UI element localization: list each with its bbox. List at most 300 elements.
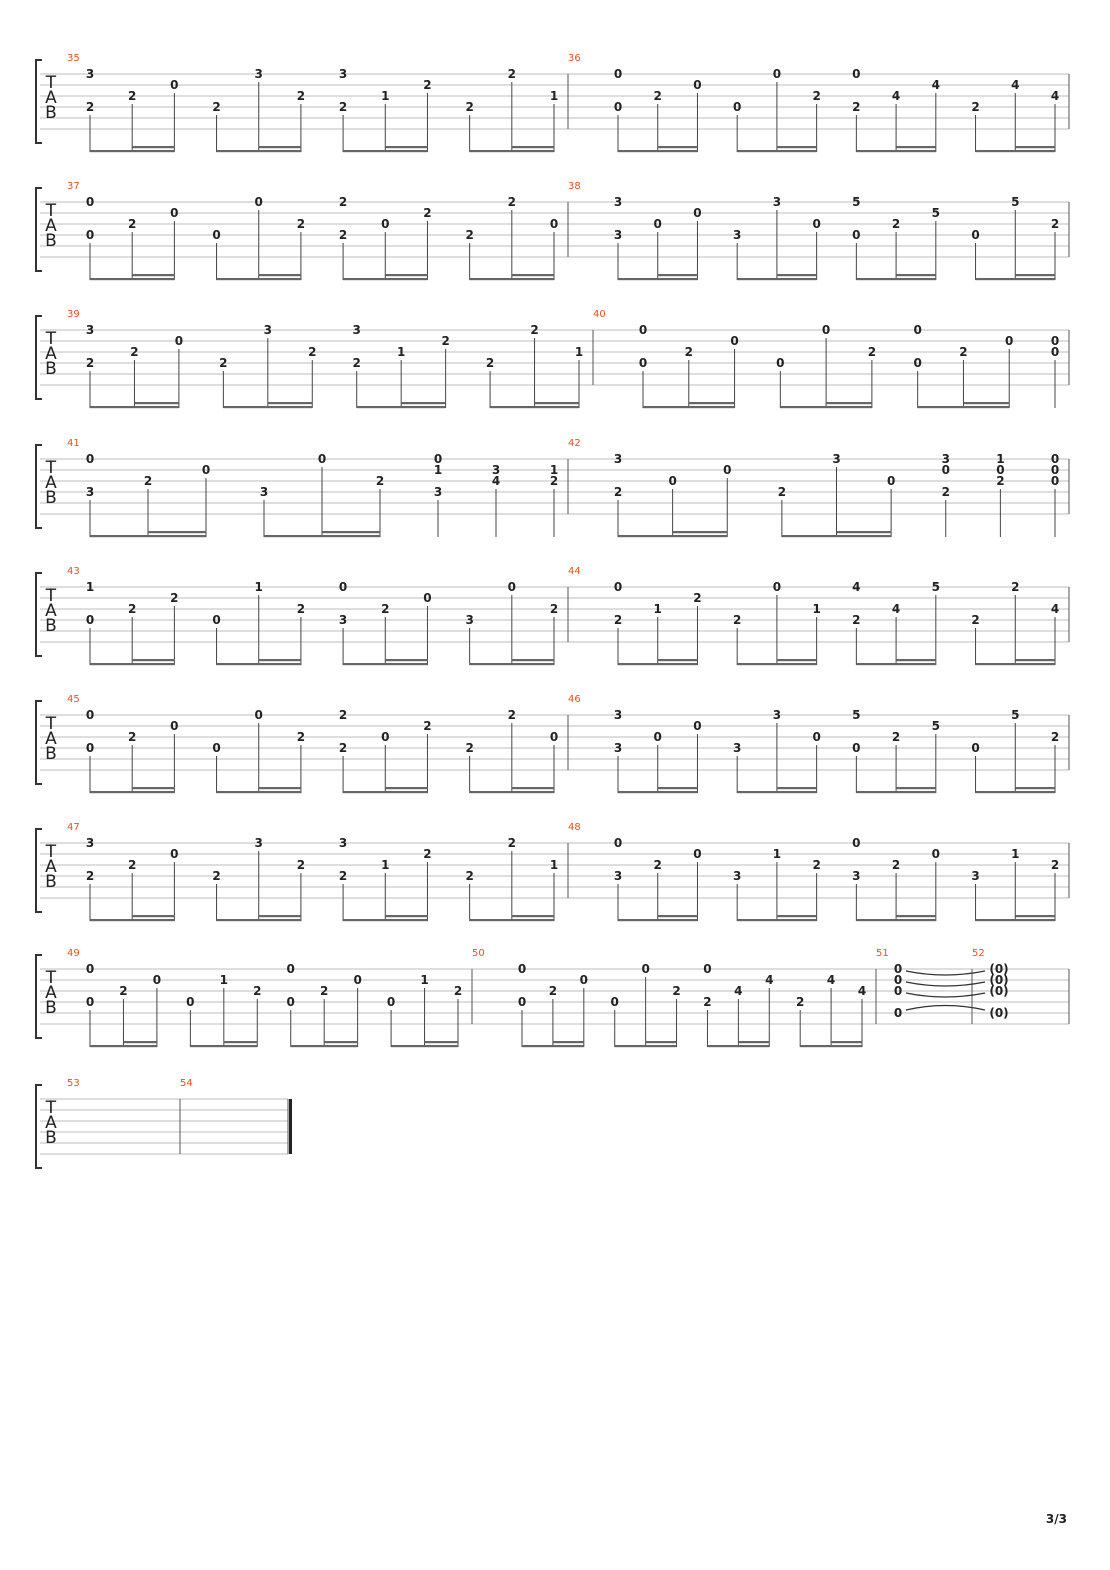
fret-number: 2 (507, 836, 516, 850)
fret-number: 2 (653, 858, 662, 872)
fret-number: 0 (610, 995, 619, 1009)
fret-number: 0 (254, 708, 263, 722)
measure-number: 47 (67, 822, 80, 833)
fret-number: 2 (891, 217, 901, 231)
fret-number: 2 (143, 474, 153, 488)
beam (90, 1045, 157, 1047)
fret-number: 2 (1050, 730, 1060, 744)
fret-number: 2 (85, 356, 95, 370)
fret-number: 0 (772, 67, 782, 81)
beam (976, 278, 1055, 280)
fret-number: 3 (971, 869, 980, 883)
fret-number: 0 (186, 995, 195, 1009)
tab-clef-letter: B (45, 616, 57, 636)
beam (217, 150, 301, 152)
fret-number: 0 (852, 741, 861, 755)
fret-number: 2 (672, 984, 681, 998)
fret-number: 5 (852, 708, 861, 722)
fret-number: 0 (812, 730, 821, 744)
fret-number: 0 (613, 580, 623, 594)
beam (856, 150, 935, 152)
beam (217, 919, 301, 921)
fret-number: 2 (812, 858, 821, 872)
beam (268, 402, 312, 404)
fret-number: 1 (574, 345, 584, 359)
tie-arc (906, 971, 985, 975)
beam (385, 787, 427, 789)
fret-number: 2 (85, 869, 95, 883)
fret-number: 3 (733, 228, 742, 242)
beam (826, 402, 872, 404)
beam (401, 402, 445, 404)
fret-number: 0 (638, 356, 648, 370)
fret-number: 3 (85, 323, 95, 337)
system-bracket (36, 829, 42, 912)
fret-number: 5 (931, 580, 940, 594)
beam (976, 150, 1055, 152)
fret-number: 2 (777, 485, 787, 499)
fret-number: 0 (381, 730, 390, 744)
fret-number: 0 (85, 708, 95, 722)
measure-number: 52 (972, 948, 985, 959)
fret-number: 2 (170, 591, 179, 605)
beam (223, 406, 312, 408)
fret-number: 0 (423, 591, 432, 605)
fret-number: 1 (219, 973, 228, 987)
fret-number: 3 (259, 485, 269, 499)
beam (90, 406, 179, 408)
measure-number: 36 (568, 53, 581, 64)
fret-number: 2 (733, 613, 742, 627)
fret-number: 0 (201, 463, 211, 477)
fret-number: 4 (826, 973, 836, 987)
beam (90, 535, 206, 537)
beam (217, 663, 301, 665)
fret-number: 0 (85, 741, 95, 755)
fret-number: 0 (286, 962, 295, 976)
measure-number: 41 (67, 438, 80, 449)
fret-number: 2 (1050, 858, 1060, 872)
fret-number: 2 (423, 78, 432, 92)
fret-number: 2 (941, 485, 950, 499)
fret-number: 0 (693, 847, 702, 861)
tie-arc (906, 993, 985, 997)
beam (837, 531, 892, 533)
fret-number: 3 (254, 67, 263, 81)
measure-number: 48 (568, 822, 581, 833)
beam (738, 1041, 769, 1043)
fret-number: 2 (1050, 217, 1060, 231)
fret-number: 0 (517, 995, 527, 1009)
fret-number: 2 (653, 89, 662, 103)
beam (1015, 915, 1055, 917)
beam (673, 531, 728, 533)
fret-number: 2 (852, 613, 861, 627)
fret-number: 0 (1050, 345, 1060, 359)
fret-number: 0 (613, 67, 623, 81)
fret-number: 2 (296, 602, 306, 616)
fret-number: 2 (338, 869, 348, 883)
fret-number: (0) (989, 984, 1009, 998)
fret-number: 2 (338, 741, 348, 755)
beam (777, 915, 817, 917)
fret-number: 2 (128, 730, 137, 744)
beam (385, 915, 427, 917)
tab-clef-letter: B (45, 488, 57, 508)
beam (800, 1045, 862, 1047)
tab-system (36, 309, 1069, 408)
beam (90, 791, 174, 793)
fret-number: 2 (130, 345, 139, 359)
fret-number: 2 (867, 345, 877, 359)
tab-system (36, 948, 1069, 1047)
fret-number: 2 (971, 100, 980, 114)
system-bracket (36, 445, 42, 528)
fret-number: 0 (170, 847, 179, 861)
beam (385, 274, 427, 276)
fret-number: 4 (1050, 602, 1060, 616)
fret-number: 3 (832, 452, 841, 466)
fret-number: 0 (212, 613, 221, 627)
beam (780, 406, 872, 408)
fret-number: 0 (1050, 463, 1060, 477)
fret-number: 3 (85, 67, 95, 81)
fret-number: 2 (684, 345, 693, 359)
fret-number: 2 (219, 356, 228, 370)
tab-system (36, 694, 1069, 793)
fret-number: 2 (507, 195, 516, 209)
fret-number: 3 (338, 613, 348, 627)
fret-number: 0 (668, 474, 677, 488)
beam (618, 150, 697, 152)
fret-number: 1 (549, 463, 559, 477)
fret-number: 0 (812, 217, 821, 231)
fret-number: 2 (375, 474, 385, 488)
beam (737, 278, 816, 280)
system-bracket (36, 955, 42, 1038)
fret-number: 2 (703, 995, 712, 1009)
fret-number: 0 (85, 452, 95, 466)
fret-number: 2 (423, 847, 432, 861)
measure-number: 50 (472, 948, 485, 959)
measure-number: 38 (568, 181, 581, 192)
beam (259, 915, 301, 917)
beam (618, 791, 697, 793)
beam (90, 919, 174, 921)
fret-number: 2 (320, 984, 329, 998)
fret-number: 0 (996, 463, 1005, 477)
fret-number: 1 (254, 580, 263, 594)
fret-number: 3 (352, 323, 361, 337)
beam (976, 919, 1055, 921)
fret-number: 4 (891, 602, 901, 616)
fret-number: 3 (613, 195, 623, 209)
beam (737, 919, 816, 921)
system-bracket (36, 701, 42, 784)
fret-number: 2 (891, 858, 901, 872)
fret-number: 1 (381, 89, 390, 103)
beam (470, 278, 554, 280)
fret-number: 2 (549, 602, 559, 616)
beam (976, 791, 1055, 793)
fret-number: 0 (85, 228, 95, 242)
fret-number: 2 (613, 613, 623, 627)
beam (132, 659, 174, 661)
page-number: 3/3 (1045, 1512, 1067, 1526)
fret-number: 0 (653, 217, 662, 231)
beam (132, 146, 174, 148)
beam (918, 406, 1010, 408)
fret-number: (0) (989, 1006, 1009, 1020)
fret-number: 0 (893, 973, 903, 987)
fret-number: 0 (212, 228, 221, 242)
fret-number: 2 (296, 217, 306, 231)
fret-number: 4 (491, 474, 501, 488)
beam (777, 787, 817, 789)
fret-number: 4 (734, 984, 743, 998)
fret-number: 0 (852, 836, 861, 850)
beam (343, 791, 427, 793)
fret-number: 2 (465, 741, 474, 755)
fret-number: 0 (85, 995, 95, 1009)
measure-number: 35 (67, 53, 80, 64)
beam (1015, 659, 1055, 661)
beam (90, 150, 174, 152)
fret-number: 1 (549, 89, 559, 103)
fret-number: 0 (386, 995, 396, 1009)
system-bracket (36, 316, 42, 399)
fret-number: 0 (338, 580, 348, 594)
tab-clef-letter: A (45, 344, 57, 364)
system-bracket (36, 60, 42, 143)
fret-number: 4 (891, 89, 901, 103)
beam (1015, 146, 1055, 148)
fret-number: 2 (548, 984, 558, 998)
fret-number: 0 (931, 847, 940, 861)
tab-clef-letter: T (45, 714, 57, 734)
measure-number: 51 (876, 948, 889, 959)
fret-number: 0 (693, 719, 702, 733)
tab-clef-letter: A (45, 1113, 57, 1133)
fret-number: 3 (338, 67, 348, 81)
fret-number: 0 (703, 962, 712, 976)
fret-number: 0 (971, 228, 980, 242)
fret-number: 0 (152, 973, 162, 987)
beam (343, 278, 427, 280)
fret-number: 0 (776, 356, 785, 370)
beam (658, 274, 698, 276)
beam (512, 274, 554, 276)
fret-number: 2 (253, 984, 262, 998)
fret-number: 0 (886, 474, 896, 488)
tab-clef-letter: T (45, 329, 57, 349)
beam (123, 1041, 156, 1043)
fret-number: 0 (85, 195, 95, 209)
tab-system (36, 53, 1069, 152)
fret-number: 3 (254, 836, 263, 850)
fret-number: (0) (989, 973, 1009, 987)
beam (470, 150, 554, 152)
fret-number: 0 (517, 962, 527, 976)
tab-clef-letter: B (45, 872, 57, 892)
beam (512, 146, 554, 148)
beam (190, 1045, 257, 1047)
fret-number: 1 (653, 602, 662, 616)
fret-number: 1 (996, 452, 1005, 466)
fret-number: 2 (381, 602, 390, 616)
beam (148, 531, 206, 533)
tie-arc (906, 982, 985, 986)
beam (343, 663, 427, 665)
fret-number: 5 (931, 206, 940, 220)
fret-number: 1 (420, 973, 429, 987)
tab-clef-letter: B (45, 359, 57, 379)
fret-number: 4 (1011, 78, 1020, 92)
beam (512, 787, 554, 789)
tab-clef-letter: T (45, 458, 57, 478)
beam (425, 1041, 458, 1043)
beam (618, 535, 727, 537)
beam (777, 274, 817, 276)
fret-number: 3 (733, 869, 742, 883)
fret-number: 0 (893, 1006, 903, 1020)
fret-number: 2 (338, 100, 348, 114)
fret-number: 0 (913, 356, 922, 370)
beam (777, 146, 817, 148)
fret-number: 2 (128, 602, 137, 616)
fret-number: 0 (613, 836, 623, 850)
beam (782, 535, 891, 537)
beam (1015, 787, 1055, 789)
tab-clef-letter: A (45, 729, 57, 749)
beam (896, 146, 936, 148)
beam (490, 406, 579, 408)
fret-number: 1 (772, 847, 782, 861)
fret-number: 0 (85, 613, 95, 627)
fret-number: 0 (254, 195, 263, 209)
fret-number: 0 (85, 962, 95, 976)
beam (658, 787, 698, 789)
fret-number: 2 (465, 100, 474, 114)
fret-number: 2 (212, 869, 221, 883)
fret-number: 0 (170, 78, 179, 92)
fret-number: 3 (613, 708, 623, 722)
fret-number: 0 (317, 452, 327, 466)
fret-number: 5 (1011, 195, 1020, 209)
tab-system (36, 1078, 292, 1168)
beam (132, 787, 174, 789)
measure-number: 54 (180, 1078, 193, 1089)
fret-number: 2 (549, 474, 559, 488)
beam (470, 791, 554, 793)
beam (618, 919, 697, 921)
fret-number: 4 (852, 580, 861, 594)
fret-number: 2 (352, 356, 361, 370)
fret-number: 2 (441, 334, 450, 348)
fret-number: 0 (174, 334, 184, 348)
beam (658, 146, 698, 148)
fret-number: 2 (423, 719, 432, 733)
measure-number: 43 (67, 566, 80, 577)
beam (512, 659, 554, 661)
fret-number: 3 (613, 741, 623, 755)
fret-number: 1 (381, 858, 390, 872)
fret-number: 0 (613, 100, 623, 114)
beam (470, 919, 554, 921)
fret-number: 4 (765, 973, 774, 987)
beam (658, 915, 698, 917)
fret-number: 0 (170, 719, 179, 733)
tie-arc (906, 1006, 985, 1011)
measure-number: 37 (67, 181, 80, 192)
fret-number: 3 (772, 195, 782, 209)
beam (259, 274, 301, 276)
fret-number: 0 (733, 100, 742, 114)
fret-number: 0 (893, 984, 903, 998)
beam (259, 146, 301, 148)
fret-number: 5 (931, 719, 940, 733)
fret-number: 0 (507, 580, 516, 594)
fret-number: 0 (353, 973, 362, 987)
fret-number: 0 (433, 452, 443, 466)
beam (777, 659, 817, 661)
beam (324, 1041, 357, 1043)
beam (259, 659, 301, 661)
fret-number: 5 (1011, 708, 1020, 722)
fret-number: 2 (453, 984, 463, 998)
fret-number: (0) (989, 962, 1009, 976)
system-bracket (36, 1085, 42, 1168)
beam (385, 659, 427, 661)
fret-number: 2 (423, 206, 432, 220)
beam (737, 663, 816, 665)
fret-number: 0 (913, 323, 922, 337)
tab-clef-letter: T (45, 586, 57, 606)
fret-number: 2 (119, 984, 128, 998)
fret-number: 2 (507, 708, 516, 722)
tab-system (36, 438, 1069, 537)
fret-number: 2 (812, 89, 821, 103)
beam (512, 915, 554, 917)
measure-number: 49 (67, 948, 80, 959)
tab-system (36, 822, 1069, 921)
fret-number: 3 (613, 869, 623, 883)
fret-number: 5 (852, 195, 861, 209)
fret-number: 2 (796, 995, 805, 1009)
fret-number: 0 (1050, 474, 1060, 488)
fret-number: 0 (852, 228, 861, 242)
beam (217, 278, 301, 280)
beam (618, 663, 697, 665)
beam (224, 1041, 257, 1043)
fret-number: 2 (891, 730, 901, 744)
fret-number: 3 (613, 452, 623, 466)
tab-clef-letter: B (45, 231, 57, 251)
beam (831, 1041, 862, 1043)
fret-number: 1 (397, 345, 406, 359)
fret-number: 4 (931, 78, 940, 92)
fret-number: 0 (381, 217, 390, 231)
fret-number: 2 (338, 708, 348, 722)
beam (658, 659, 698, 661)
beam (535, 402, 579, 404)
measure-number: 46 (568, 694, 581, 705)
fret-number: 3 (613, 228, 623, 242)
beam (737, 150, 816, 152)
beam (643, 406, 735, 408)
tab-clef-letter: A (45, 601, 57, 621)
beam (522, 1045, 584, 1047)
